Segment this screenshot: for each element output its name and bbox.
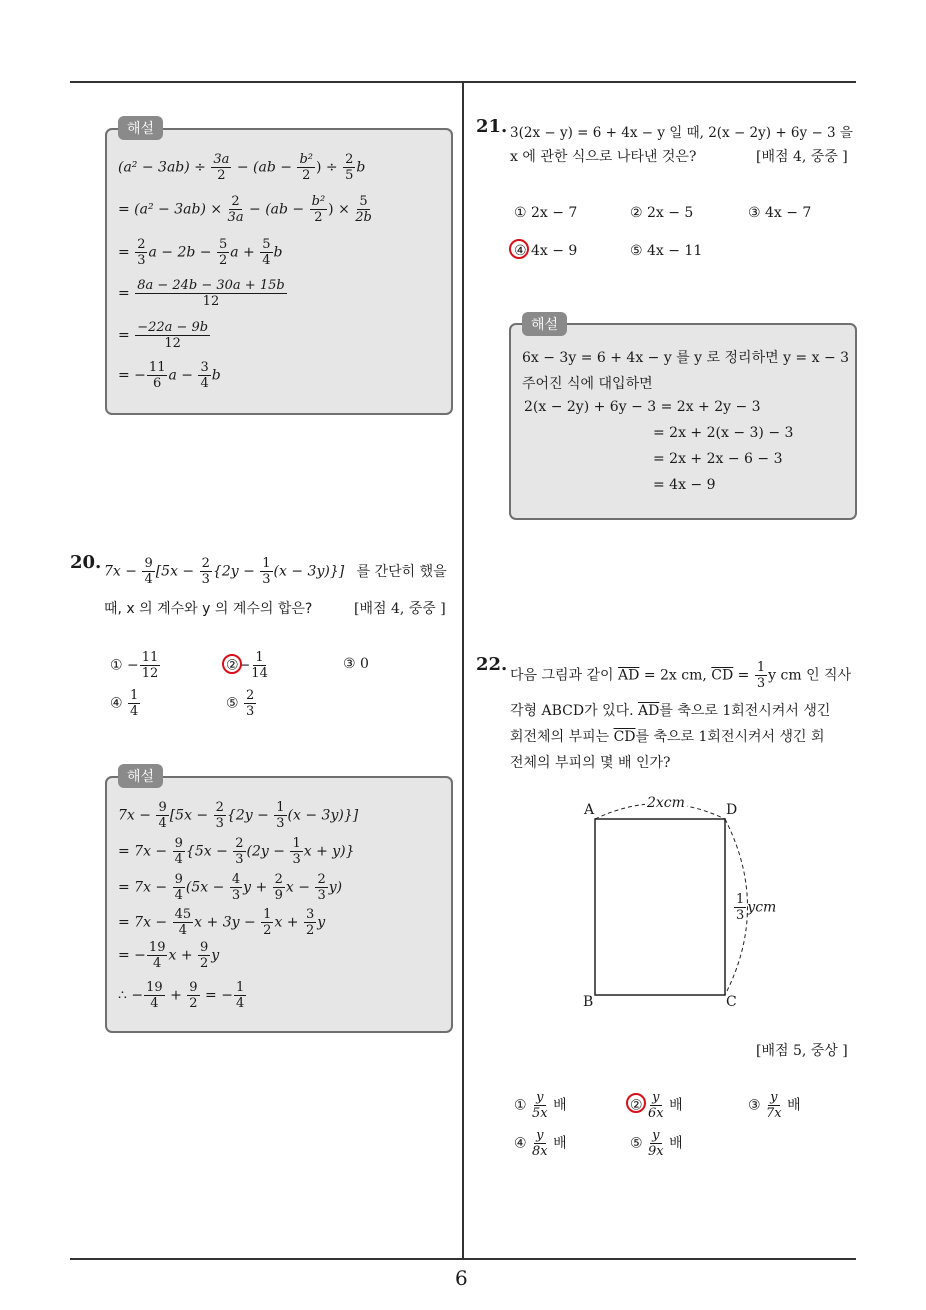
s21-line-5: = 2x + 2x − 6 − 3 — [653, 451, 783, 467]
s19-line-2: = (a² − 3ab) × $\frac{2}{3a}$ − (ab − $\frac{\text{b²}}{2}$ ) × $\frac{5}{2b}$ — [118, 194, 372, 225]
q21-option-2[interactable]: ② 2x − 5 — [630, 205, 694, 221]
q22-answer-mark — [626, 1093, 646, 1113]
solution-tag-20: 해설 — [118, 764, 163, 788]
q22-option-2[interactable]: ② $\frac{y}{6x}$ 배 — [630, 1090, 683, 1121]
q20-line-2: 때, x 의 계수와 y 의 계수의 합은? — [104, 601, 313, 617]
s20-line-1: 7x − $\frac{9}{4}$ [5x − $\frac{2}{3}$ {2y − $\frac{1}{3}$ (x − 3y)}] — [118, 800, 359, 831]
q22-line-1: 다음 그림과 같이 $\overline{AD} = 2x$ cm, $\overline{CD}$ = $\frac{1}{3}$ y cm 인 직사 — [510, 660, 852, 691]
q20-expression: 7x − $\frac{9}{4}$ [5x − $\frac{2}{3}$ {2y − $\frac{1}{3}$ (x − 3y)}] 를 간단히 했을 — [104, 556, 447, 587]
q22-option-4[interactable]: ④ $\frac{y}{8x}$ 배 — [514, 1128, 567, 1159]
s19-line-4: = $\frac{8a - 24b - 30a + 15b}{12}$ — [118, 278, 285, 309]
column-divider — [462, 83, 464, 1259]
fig-label-d: D — [726, 802, 738, 818]
q21-meta: [배점 4, 중중 ] — [756, 149, 848, 165]
fig-right-length: $\frac{1}{3}$ ycm — [736, 892, 777, 923]
q21-option-5[interactable]: ⑤ 4x − 11 — [630, 243, 703, 259]
q21-option-3[interactable]: ③ 4x − 7 — [748, 205, 812, 221]
fig-label-b: B — [583, 994, 594, 1010]
q21-line-1: 3(2x − y) = 6 + 4x − y 일 때, 2(x − 2y) + 6y − 3 을 — [510, 125, 853, 141]
s20-line-2: = 7x − $\frac{9}{4}$ {5x − $\frac{2}{3}$ (2y − $\frac{1}{3}$ x + y)} — [118, 836, 355, 867]
fig-label-c: C — [726, 994, 737, 1010]
q20-option-1[interactable]: ① − $\frac{11}{12}$ — [110, 650, 159, 681]
rectangle-abcd — [595, 819, 725, 995]
q22-option-1[interactable]: ① $\frac{y}{5x}$ 배 — [514, 1090, 567, 1121]
q20-option-3[interactable]: ③ 0 — [343, 656, 369, 672]
s21-line-2: 주어진 식에 대입하면 — [522, 376, 653, 392]
q21-option-4[interactable]: ④ 4x − 9 — [514, 243, 578, 259]
bottom-rule — [70, 1258, 856, 1260]
page-number: 6 — [455, 1266, 468, 1290]
fig-top-length: 2xcm — [647, 795, 685, 811]
s19-line-5: = $\frac{-22a - 9b}{12}$ — [118, 320, 209, 351]
s21-line-3: 2(x − 2y) + 6y − 3 = 2x + 2y − 3 — [524, 399, 761, 415]
q22-option-5[interactable]: ⑤ $\frac{y}{9x}$ 배 — [630, 1128, 683, 1159]
q20-option-4[interactable]: ④ $\frac{1}{4}$ — [110, 688, 139, 719]
s20-line-4: = 7x − $\frac{45}{4}$ x + 3y − $\frac{1}{2}$ x + $\frac{3}{2}$ y — [118, 907, 326, 938]
q20-option-2[interactable]: ②− $\frac{1}{14}$ — [226, 650, 268, 681]
s20-line-3: = 7x − $\frac{9}{4}$ (5x − $\frac{4}{3}$ y + $\frac{2}{9}$ x − $\frac{2}{3}$ y) — [118, 872, 343, 903]
q22-line-4: 전체의 부피의 몇 배 인가? — [510, 755, 671, 771]
q20-option-5[interactable]: ⑤ $\frac{2}{3}$ — [226, 688, 255, 719]
q21-answer-mark — [509, 239, 529, 259]
s19-line-3: = $\frac{2}{3}$ a − 2b − $\frac{5}{2}$ a + $\frac{5}{4}$ b — [118, 237, 283, 268]
q21-line-2: x 에 관한 식으로 나타낸 것은? — [510, 149, 697, 165]
s20-line-5: = − $\frac{19}{4}$ x + $\frac{9}{2}$ y — [118, 940, 220, 971]
q22-line-3: 회전체의 부피는 $\overline{CD}$를 축으로 1회전시켜서 생긴 회 — [510, 729, 825, 745]
q22-line-2: 각형 ABCD가 있다. $\overline{AD}$를 축으로 1회전시켜서 생긴 — [510, 703, 831, 719]
q20-answer-mark — [222, 654, 242, 674]
s19-line-1: (a² − 3ab) ÷ $\frac{3a}{2}$ − (ab − $\frac{\text{b²}}{2}$ ) ÷ $\frac{2}{5}$ b — [118, 152, 366, 183]
q20-meta: [배점 4, 중중 ] — [354, 601, 446, 617]
q22-option-3[interactable]: ③ $\frac{y}{7x}$ 배 — [748, 1090, 801, 1121]
q21-option-1[interactable]: ① 2x − 7 — [514, 205, 578, 221]
s21-line-4: = 2x + 2(x − 3) − 3 — [653, 425, 794, 441]
fig-label-a: A — [584, 802, 595, 818]
s21-line-1: 6x − 3y = 6 + 4x − y 를 y 로 정리하면 y = x − 3 — [522, 350, 850, 366]
question-number-20: 20. — [70, 552, 102, 573]
s21-line-6: = 4x − 9 — [653, 477, 716, 493]
question-number-22: 22. — [476, 654, 508, 675]
question-number-21: 21. — [476, 116, 508, 137]
s19-line-6: = − $\frac{11}{6}$ a − $\frac{3}{4}$ b — [118, 360, 221, 391]
q22-meta: [배점 5, 중상 ] — [756, 1043, 848, 1059]
s20-line-6: ∴ − $\frac{19}{4}$ + $\frac{9}{2}$ = − $\frac{1}{4}$ — [118, 980, 245, 1011]
solution-tag-19: 해설 — [118, 116, 163, 140]
solution-tag-21: 해설 — [522, 312, 567, 336]
